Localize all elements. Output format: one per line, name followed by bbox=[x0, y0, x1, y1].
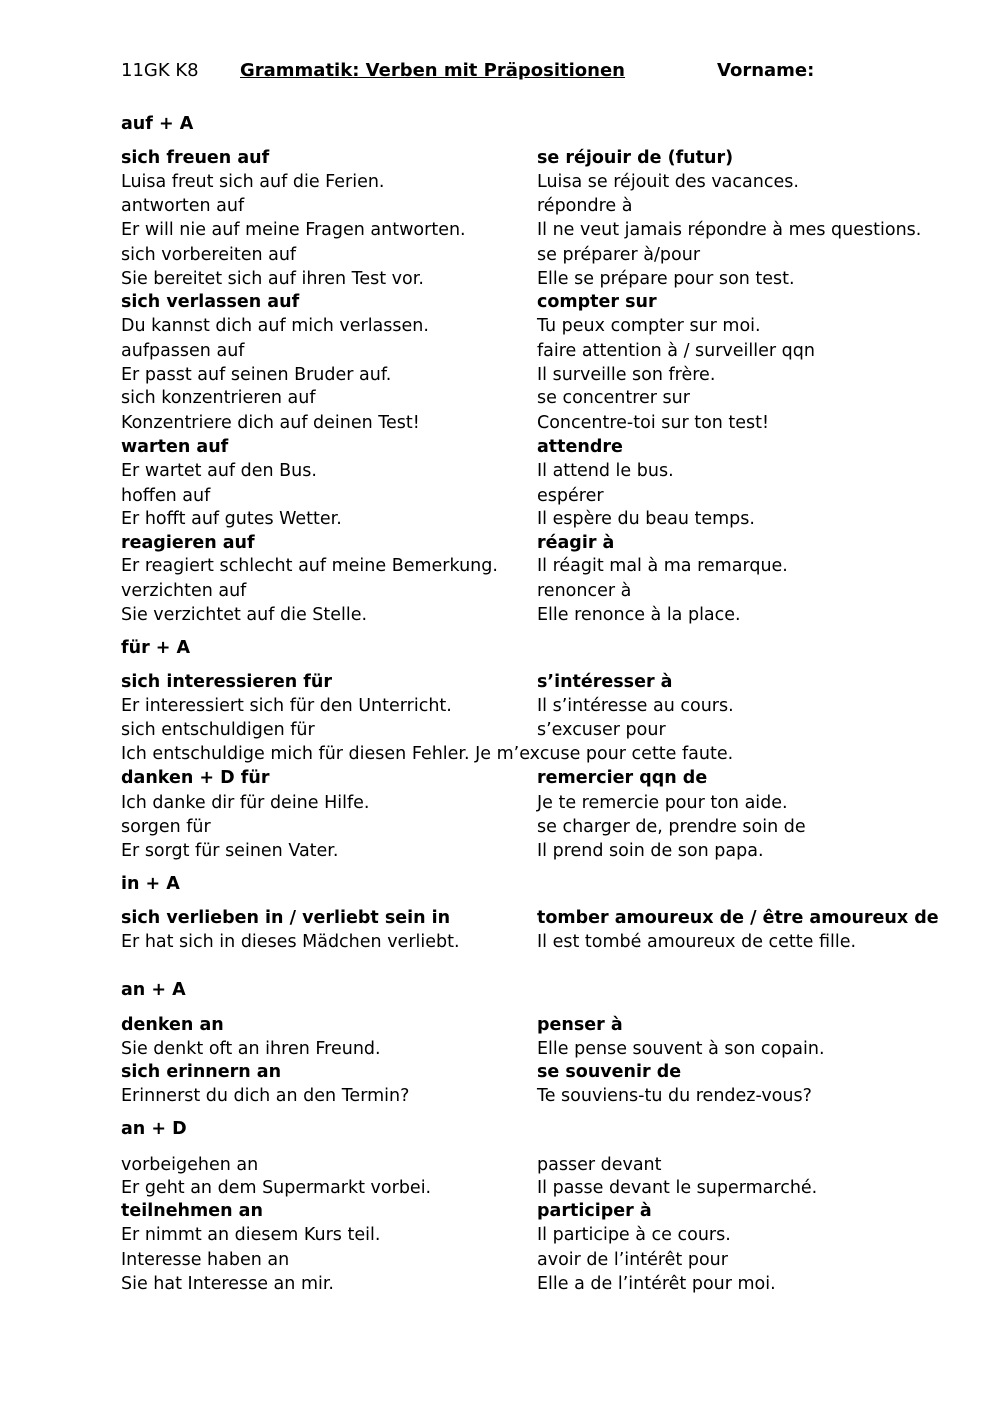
example-de: Er will nie auf meine Fragen antworten. bbox=[121, 220, 466, 240]
example-fr: Il passe devant le supermarché. bbox=[537, 1178, 818, 1198]
verb-de: Interesse haben an bbox=[121, 1250, 290, 1270]
verb-de: sich verlieben in / verliebt sein in bbox=[121, 908, 451, 928]
verb-fr: participer à bbox=[537, 1201, 652, 1221]
example-fr: Il espère du beau temps. bbox=[537, 509, 755, 529]
example-de: Ich danke dir für deine Hilfe. bbox=[121, 793, 370, 813]
verb-fr: se charger de, prendre soin de bbox=[537, 817, 806, 837]
verb-de: sich interessieren für bbox=[121, 672, 332, 692]
verb-fr: faire attention à / surveiller qqn bbox=[537, 341, 815, 361]
verb-fr: se préparer à/pour bbox=[537, 245, 701, 265]
example-fr: Elle a de l’intérêt pour moi. bbox=[537, 1274, 776, 1294]
example-de: Er sorgt für seinen Vater. bbox=[121, 841, 339, 861]
example-de: Er reagiert schlecht auf meine Bemerkung. bbox=[121, 556, 498, 576]
example-fr: Il réagit mal à ma remarque. bbox=[537, 556, 788, 576]
example-fr: Elle se prépare pour son test. bbox=[537, 269, 795, 289]
example-fr: Luisa se réjouit des vacances. bbox=[537, 172, 799, 192]
example-de: Er geht an dem Supermarkt vorbei. bbox=[121, 1178, 432, 1198]
verb-de: denken an bbox=[121, 1015, 224, 1035]
section-heading: an + A bbox=[121, 980, 186, 1000]
section-heading: an + D bbox=[121, 1119, 187, 1139]
example-fr: Il participe à ce cours. bbox=[537, 1225, 731, 1245]
verb-de: sich vorbereiten auf bbox=[121, 245, 297, 265]
example-de: Er passt auf seinen Bruder auf. bbox=[121, 365, 392, 385]
example-de: Er wartet auf den Bus. bbox=[121, 461, 317, 481]
verb-de: sich entschuldigen für bbox=[121, 720, 315, 740]
verb-de: warten auf bbox=[121, 437, 229, 457]
verb-fr: répondre à bbox=[537, 196, 633, 216]
verb-fr: se souvenir de bbox=[537, 1062, 682, 1082]
example-de: Sie bereitet sich auf ihren Test vor. bbox=[121, 269, 424, 289]
verb-fr: penser à bbox=[537, 1015, 623, 1035]
example-de: Konzentriere dich auf deinen Test! bbox=[121, 413, 420, 433]
example-de: Luisa freut sich auf die Ferien. bbox=[121, 172, 385, 192]
example-fr: Elle pense souvent à son copain. bbox=[537, 1039, 825, 1059]
verb-fr: passer devant bbox=[537, 1155, 662, 1175]
example-fr: Concentre-toi sur ton test! bbox=[537, 413, 770, 433]
verb-de: verzichten auf bbox=[121, 581, 247, 601]
verb-de: vorbeigehen an bbox=[121, 1155, 259, 1175]
example-de: Er interessiert sich für den Unterricht. bbox=[121, 696, 452, 716]
verb-de: teilnehmen an bbox=[121, 1201, 263, 1221]
verb-fr: s’intéresser à bbox=[537, 672, 673, 692]
example-fr: Il surveille son frère. bbox=[537, 365, 716, 385]
example-de: Er hat sich in dieses Mädchen verliebt. bbox=[121, 932, 460, 952]
verb-de: aufpassen auf bbox=[121, 341, 245, 361]
verb-fr: attendre bbox=[537, 437, 623, 457]
verb-de: reagieren auf bbox=[121, 533, 255, 553]
example-de: Sie denkt oft an ihren Freund. bbox=[121, 1039, 381, 1059]
example-de: Sie verzichtet auf die Stelle. bbox=[121, 605, 368, 625]
example-de: Du kannst dich auf mich verlassen. bbox=[121, 316, 429, 336]
example-fr: Je te remercie pour ton aide. bbox=[537, 793, 788, 813]
first-name-label: Vorname: bbox=[717, 60, 815, 81]
verb-fr: remercier qqn de bbox=[537, 768, 708, 788]
example-de: Er nimmt an diesem Kurs teil. bbox=[121, 1225, 381, 1245]
example-fr: Il s’intéresse au cours. bbox=[537, 696, 734, 716]
verb-de: sich freuen auf bbox=[121, 148, 270, 168]
verb-de: sich verlassen auf bbox=[121, 292, 300, 312]
example-de: Er hofft auf gutes Wetter. bbox=[121, 509, 342, 529]
example-fr: Il attend le bus. bbox=[537, 461, 674, 481]
example-fr: Elle renonce à la place. bbox=[537, 605, 741, 625]
verb-fr: tomber amoureux de / être amoureux de bbox=[537, 908, 939, 928]
verb-fr: se réjouir de (futur) bbox=[537, 148, 734, 168]
section-heading: auf + A bbox=[121, 114, 194, 134]
example-fr: Il est tombé amoureux de cette fille. bbox=[537, 932, 857, 952]
verb-fr: avoir de l’intérêt pour bbox=[537, 1250, 728, 1270]
example-fr: Tu peux compter sur moi. bbox=[537, 316, 761, 336]
verb-de: hoffen auf bbox=[121, 486, 211, 506]
example-de: Sie hat Interesse an mir. bbox=[121, 1274, 334, 1294]
example-fr: Te souviens-tu du rendez-vous? bbox=[537, 1086, 812, 1106]
verb-fr: s’excuser pour bbox=[537, 720, 666, 740]
verb-fr: se concentrer sur bbox=[537, 388, 690, 408]
verb-de: sich erinnern an bbox=[121, 1062, 282, 1082]
verb-fr: espérer bbox=[537, 486, 604, 506]
page-title: Grammatik: Verben mit Präpositionen bbox=[240, 60, 625, 81]
verb-fr: renoncer à bbox=[537, 581, 632, 601]
section-heading: für + A bbox=[121, 638, 191, 658]
example-fr: Il prend soin de son papa. bbox=[537, 841, 764, 861]
section-heading: in + A bbox=[121, 874, 180, 894]
verb-de: sich konzentrieren auf bbox=[121, 388, 316, 408]
verb-de: sorgen für bbox=[121, 817, 211, 837]
verb-de: antworten auf bbox=[121, 196, 245, 216]
verb-fr: réagir à bbox=[537, 533, 615, 553]
course-code: 11GK K8 bbox=[121, 60, 199, 81]
example-fr: Il ne veut jamais répondre à mes questions. bbox=[537, 220, 922, 240]
example-full: Ich entschuldige mich für diesen Fehler. Je m’excuse pour cette faute. bbox=[121, 744, 734, 764]
example-de: Erinnerst du dich an den Termin? bbox=[121, 1086, 410, 1106]
verb-fr: compter sur bbox=[537, 292, 657, 312]
verb-de: danken + D für bbox=[121, 768, 270, 788]
